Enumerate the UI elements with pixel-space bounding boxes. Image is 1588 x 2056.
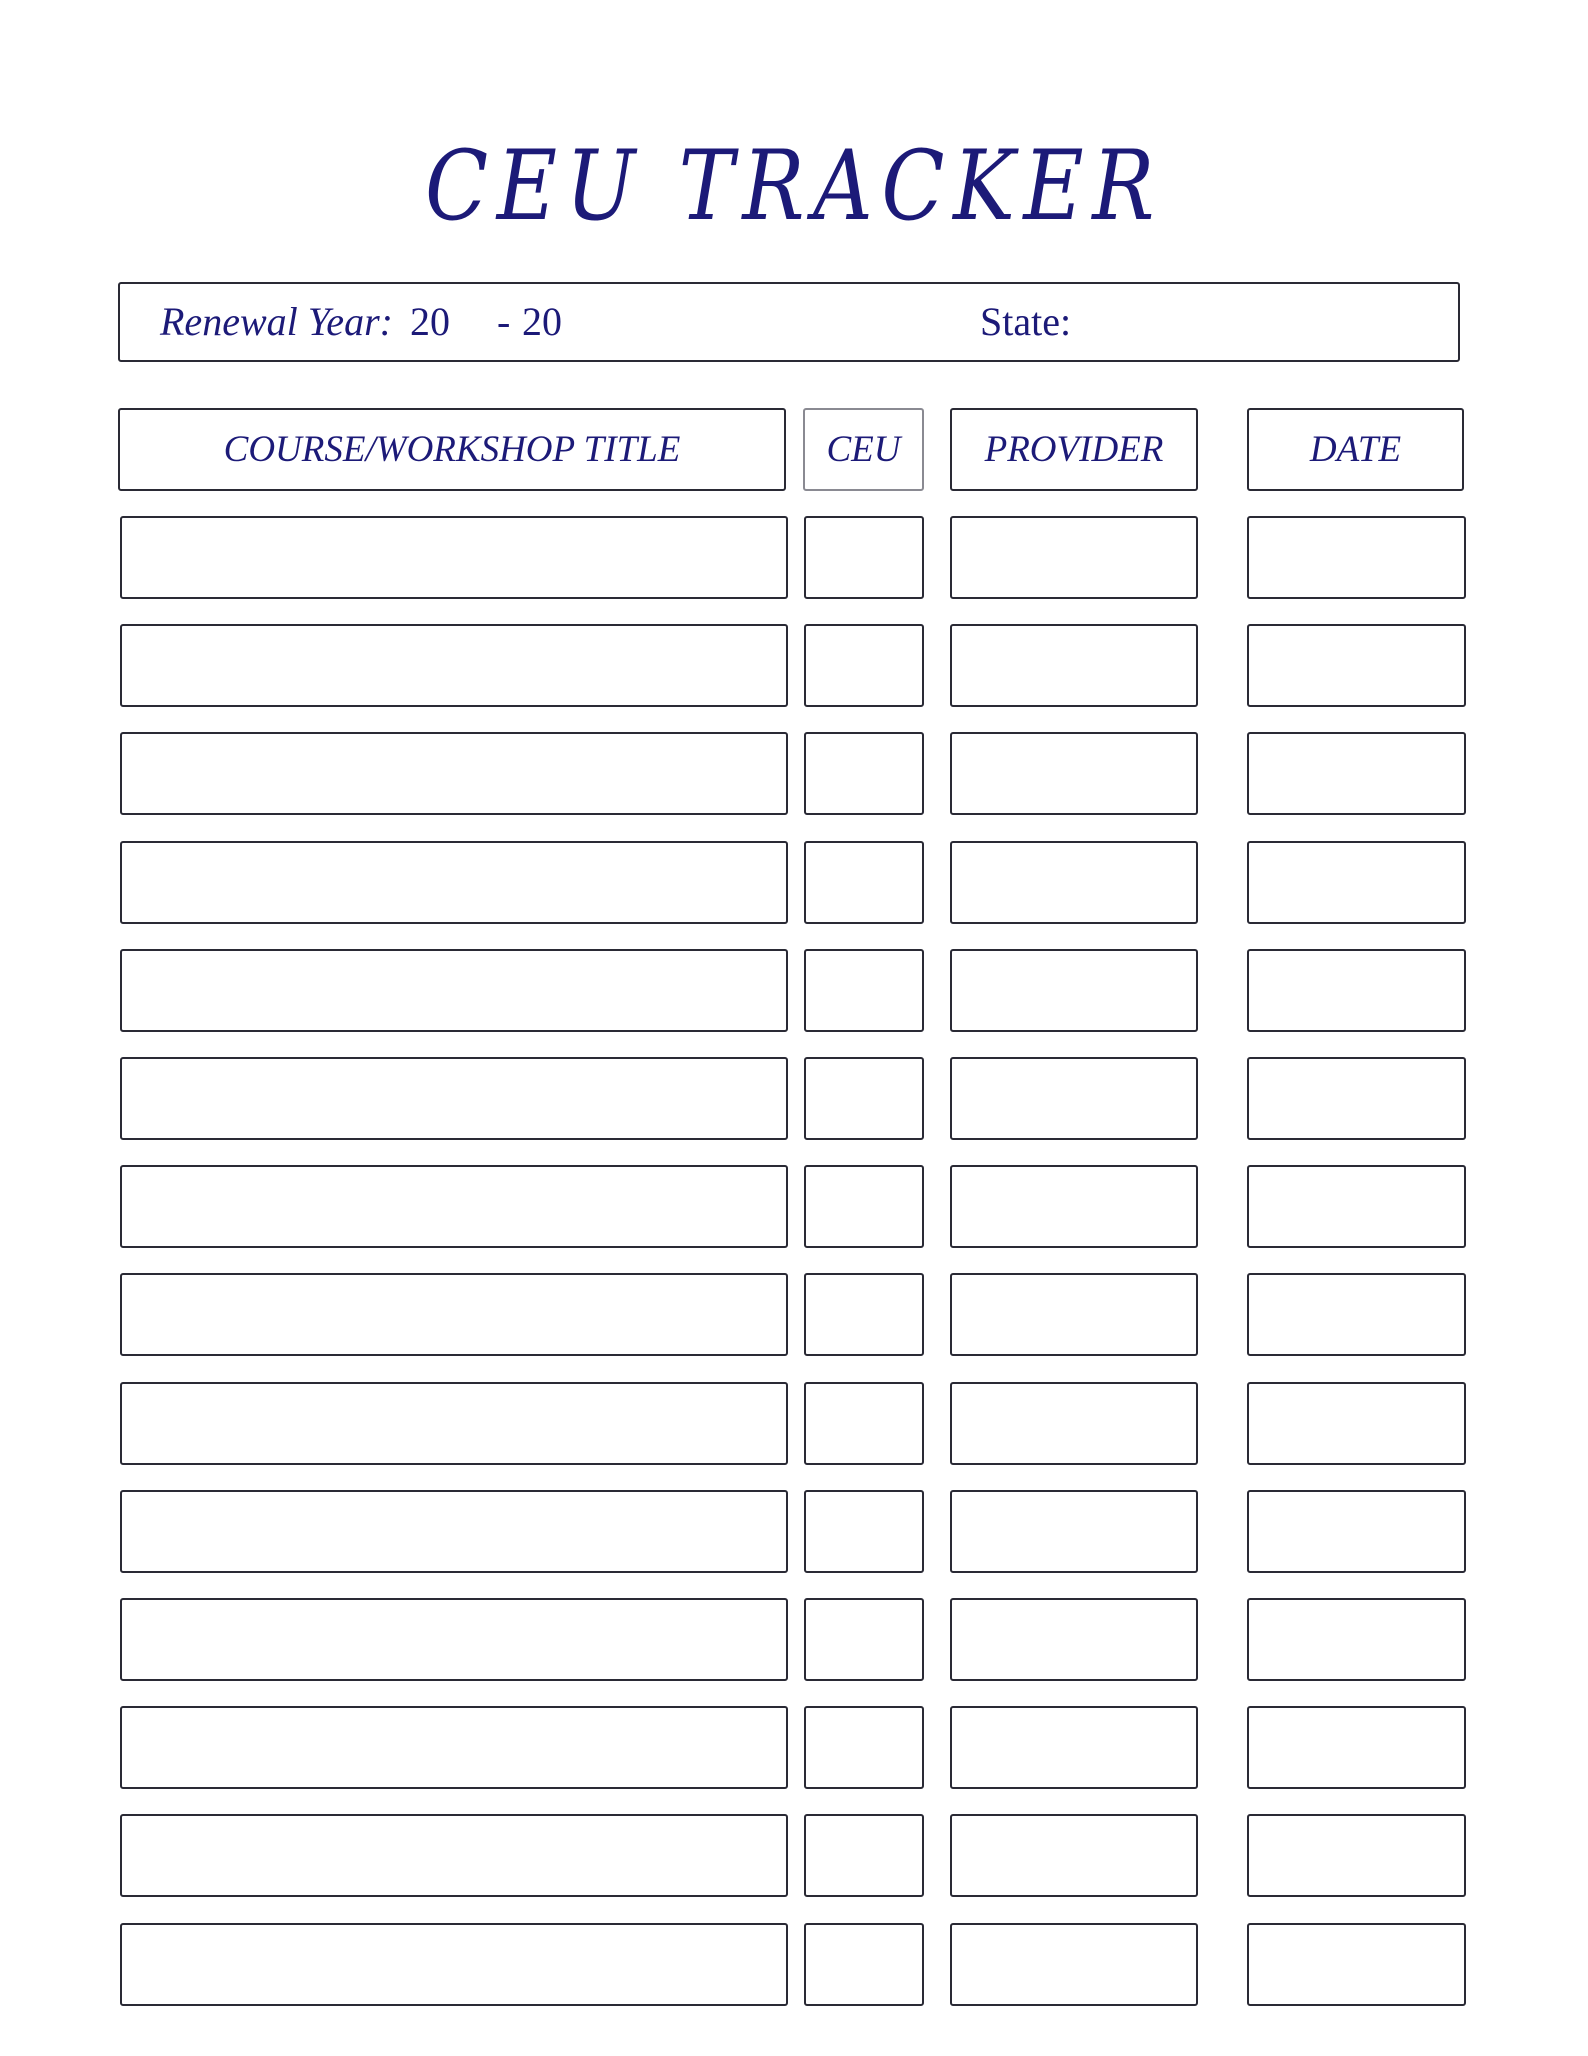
date-cell[interactable] [1247,1923,1466,2006]
column-header-ceu: CEU [803,408,924,491]
date-cell[interactable] [1247,516,1466,599]
provider-cell[interactable] [950,516,1198,599]
course-title-cell[interactable] [120,624,788,707]
date-cell[interactable] [1247,841,1466,924]
ceu-cell[interactable] [804,1273,924,1356]
provider-cell[interactable] [950,1814,1198,1897]
ceu-cell[interactable] [804,1814,924,1897]
provider-cell[interactable] [950,732,1198,815]
course-title-cell[interactable] [120,1814,788,1897]
date-cell[interactable] [1247,1273,1466,1356]
date-cell[interactable] [1247,1706,1466,1789]
course-title-cell[interactable] [120,1923,788,2006]
provider-cell[interactable] [950,1382,1198,1465]
ceu-cell[interactable] [804,1706,924,1789]
state-label: State: [980,299,1072,344]
column-header-course-title: COURSE/WORKSHOP TITLE [118,408,786,491]
ceu-cell[interactable] [804,841,924,924]
renewal-info-bar [118,282,1460,362]
date-cell[interactable] [1247,732,1466,815]
renewal-year-end-prefix: 20 [522,299,562,344]
renewal-year-dash: - [497,299,511,344]
provider-cell[interactable] [950,841,1198,924]
ceu-cell[interactable] [804,1057,924,1140]
course-title-cell[interactable] [120,1273,788,1356]
course-title-cell[interactable] [120,1057,788,1140]
renewal-year-start-prefix: 20 [410,299,450,344]
date-cell[interactable] [1247,1057,1466,1140]
column-header-date: DATE [1247,408,1464,491]
ceu-cell[interactable] [804,732,924,815]
ceu-cell[interactable] [804,516,924,599]
date-cell[interactable] [1247,1490,1466,1573]
ceu-cell[interactable] [804,949,924,1032]
date-cell[interactable] [1247,1165,1466,1248]
provider-cell[interactable] [950,1598,1198,1681]
course-title-cell[interactable] [120,1382,788,1465]
provider-cell[interactable] [950,1057,1198,1140]
course-title-cell[interactable] [120,1706,788,1789]
ceu-cell[interactable] [804,624,924,707]
date-cell[interactable] [1247,624,1466,707]
course-title-cell[interactable] [120,516,788,599]
date-cell[interactable] [1247,1382,1466,1465]
ceu-cell[interactable] [804,1490,924,1573]
provider-cell[interactable] [950,949,1198,1032]
date-cell[interactable] [1247,1814,1466,1897]
ceu-cell[interactable] [804,1382,924,1465]
page-title: CEU TRACKER [425,130,1163,242]
provider-cell[interactable] [950,1490,1198,1573]
date-cell[interactable] [1247,1598,1466,1681]
provider-cell[interactable] [950,1923,1198,2006]
provider-cell[interactable] [950,624,1198,707]
ceu-cell[interactable] [804,1165,924,1248]
provider-cell[interactable] [950,1273,1198,1356]
course-title-cell[interactable] [120,1165,788,1248]
date-cell[interactable] [1247,949,1466,1032]
course-title-cell[interactable] [120,732,788,815]
column-header-provider: PROVIDER [950,408,1198,491]
provider-cell[interactable] [950,1706,1198,1789]
course-title-cell[interactable] [120,1490,788,1573]
ceu-cell[interactable] [804,1923,924,2006]
renewal-year-label: Renewal Year: [160,299,393,344]
course-title-cell[interactable] [120,1598,788,1681]
provider-cell[interactable] [950,1165,1198,1248]
ceu-cell[interactable] [804,1598,924,1681]
course-title-cell[interactable] [120,949,788,1032]
course-title-cell[interactable] [120,841,788,924]
